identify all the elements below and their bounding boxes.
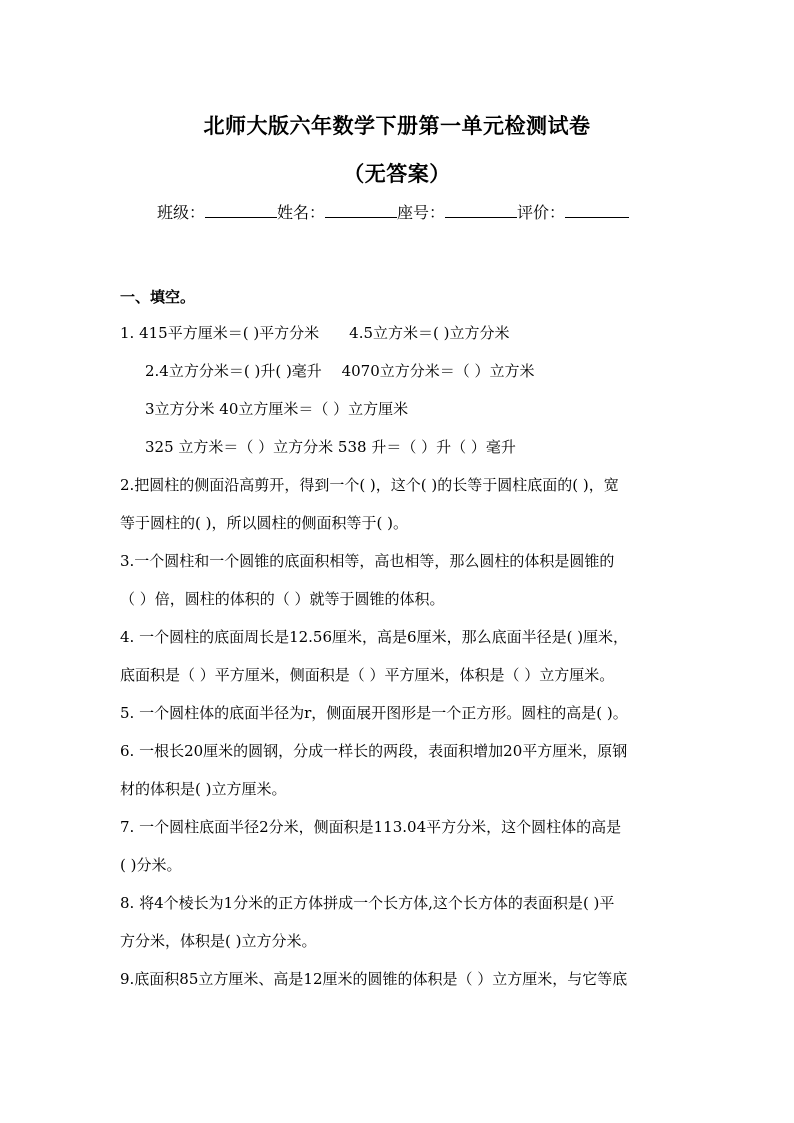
question-7-line-1: 7. 一个圆柱底面半径2分米，侧面积是113.04平方分米，这个圆柱体的高是 bbox=[120, 818, 622, 836]
question-5-line-1: 5. 一个圆柱体的底面半径为r，侧面展开图形是一个正方形。圆柱的高是( )。 bbox=[120, 704, 628, 722]
question-9-line-1: 9.底面积85立方厘米、高是12厘米的圆锥的体积是（ ）立方厘米，与它等底 bbox=[120, 970, 628, 988]
class-blank[interactable] bbox=[205, 203, 277, 218]
seat-label: 座号： bbox=[397, 203, 446, 222]
question-1-line-4: 325 立方米＝（ ）立方分米 538 升＝（ ）升（ ）毫升 bbox=[145, 438, 516, 456]
name-label: 姓名： bbox=[277, 203, 326, 222]
question-8-line-2: 方分米，体积是( )立方分米。 bbox=[120, 932, 317, 950]
question-2-line-2: 等于圆柱的( )，所以圆柱的侧面积等于( )。 bbox=[120, 514, 408, 532]
question-2-line-1: 2.把圆柱的侧面沿高剪开，得到一个( )，这个( )的长等于圆柱底面的( )，宽 bbox=[120, 476, 619, 494]
name-blank[interactable] bbox=[325, 203, 397, 218]
question-3-line-2: （ ）倍，圆柱的体积的（ ）就等于圆锥的体积。 bbox=[120, 590, 445, 608]
grade-blank[interactable] bbox=[565, 203, 629, 218]
question-8-line-1: 8. 将4个棱长为1分米的正方体拼成一个长方体,这个长方体的表面积是( )平 bbox=[120, 894, 615, 912]
exam-title: 北师大版六年数学下册第一单元检测试卷 bbox=[203, 113, 591, 138]
class-label: 班级： bbox=[157, 203, 206, 222]
question-4-line-1: 4. 一个圆柱的底面周长是12.56厘米，高是6厘米，那么底面半径是( )厘米， bbox=[120, 628, 629, 646]
seat-blank[interactable] bbox=[445, 203, 517, 218]
question-3-line-1: 3.一个圆柱和一个圆锥的底面积相等，高也相等，那么圆柱的体积是圆锥的 bbox=[120, 552, 615, 570]
question-1-line-1: 1. 415平方厘米＝( )平方分米 4.5立方米＝( )立方分米 bbox=[120, 324, 510, 342]
question-6-line-1: 6. 一根长20厘米的圆钢，分成一样长的两段，表面积增加20平方厘米，原钢 bbox=[120, 742, 628, 760]
student-info-row bbox=[157, 200, 629, 223]
question-1-line-2: 2.4立方分米＝( )升( )毫升 4070立方分米＝（ ）立方米 bbox=[145, 362, 535, 380]
question-1-line-3: 3立方分米 40立方厘米＝（ ）立方厘米 bbox=[145, 400, 409, 418]
grade-label: 评价： bbox=[517, 203, 566, 222]
exam-subtitle: （无答案） bbox=[343, 161, 451, 186]
question-6-line-2: 材的体积是( )立方厘米。 bbox=[120, 780, 287, 798]
section-heading: 一、填空。 bbox=[120, 288, 196, 306]
question-7-line-2: ( )分米。 bbox=[120, 856, 182, 874]
question-4-line-2: 底面积是（ ）平方厘米，侧面积是（ ）平方厘米，体积是（ ）立方厘米。 bbox=[120, 666, 615, 684]
